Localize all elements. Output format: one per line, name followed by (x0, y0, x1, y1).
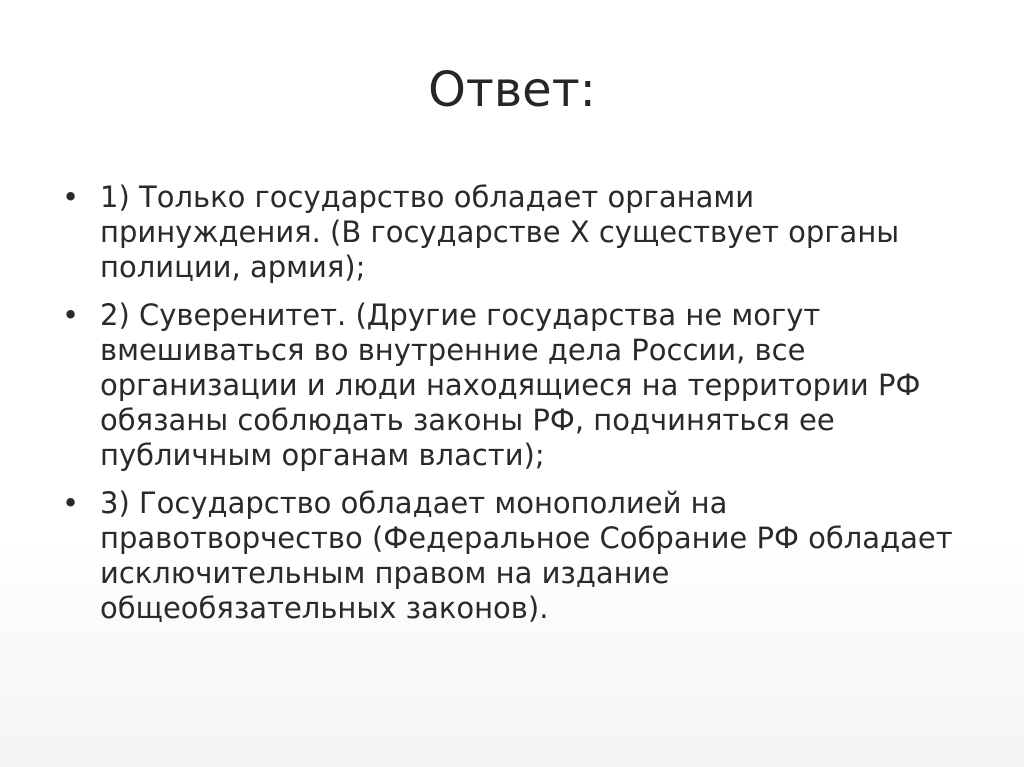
bullet-text-1: 1) Только государство обладает органами принуждения. (В государстве Х существует органы полиции, армия); (100, 180, 900, 284)
slide-title: Ответ: (428, 62, 596, 118)
bullet-list (62, 180, 962, 639)
bullet-item-2 (62, 298, 962, 473)
bullet-point-icon: • (62, 298, 80, 332)
bullet-item-1 (62, 180, 962, 285)
bullet-point-icon: • (62, 486, 80, 520)
bullet-item-3 (62, 486, 962, 626)
bullet-point-icon: • (62, 180, 80, 214)
bullet-text-2: 2) Суверенитет. (Другие государства не могут вмешиваться во внутренние дела России, все организации и люди находящиеся на территории РФ обязаны соблюдать законы РФ, подчиняться ее публичным органам власти); (100, 298, 921, 472)
bullet-text-3: 3) Государство обладает монополией на правотворчество (Федеральное Собрание РФ обладает исключительным правом на издание общеобязательных законов). (100, 486, 953, 625)
